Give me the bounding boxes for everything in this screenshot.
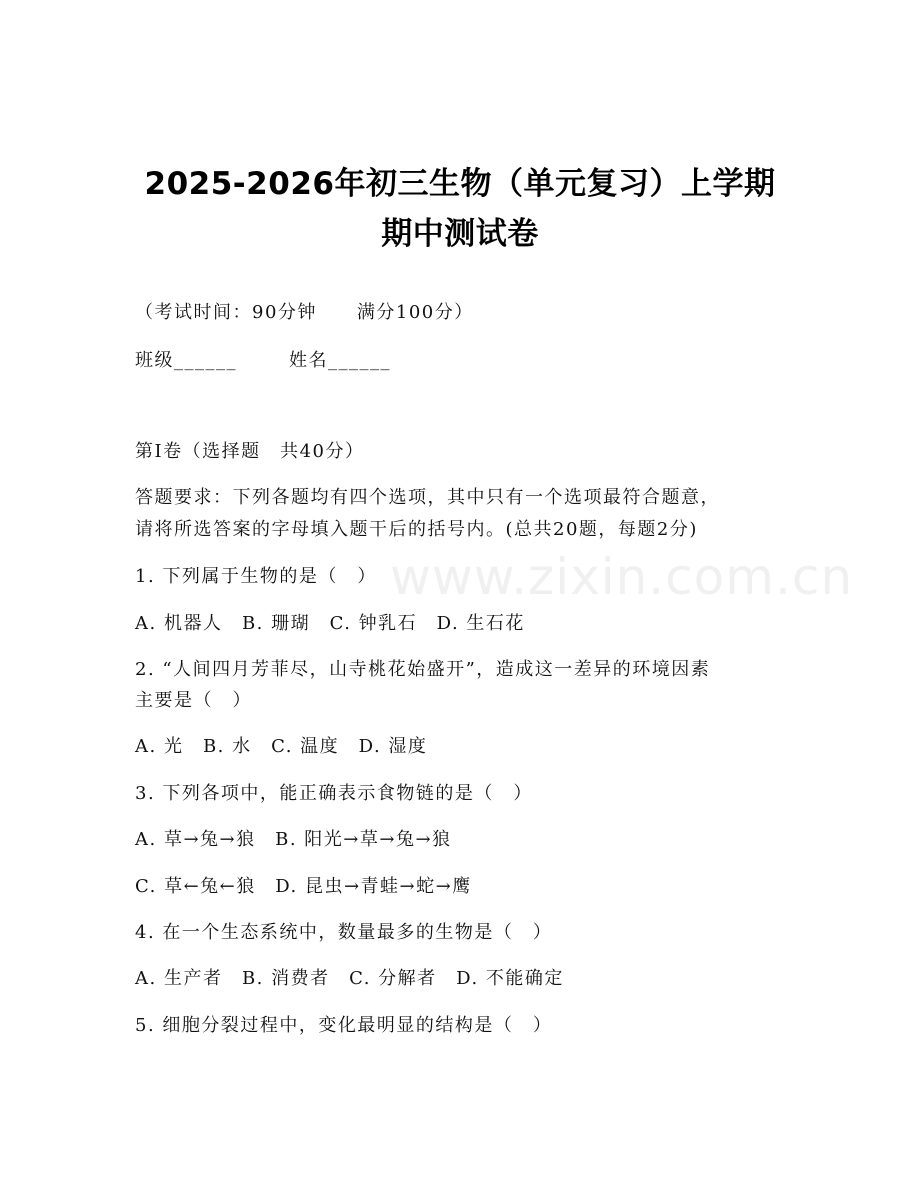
question-3-options-line1: A. 草→兔→狼 B. 阳光→草→兔→狼 bbox=[135, 829, 452, 850]
exam-full-score: 满分100分） bbox=[356, 302, 474, 323]
question-2-stem-line1: 2. “人间四月芳菲尽，山寺桃花始盛开”，造成这一差异的环境因素 bbox=[135, 659, 711, 680]
instructions-line1: 答题要求：下列各题均有四个选项，其中只有一个选项最符合题意， bbox=[135, 487, 720, 508]
question-4-stem: 4. 在一个生态系统中，数量最多的生物是（ ） bbox=[135, 922, 553, 943]
question-5-stem: 5. 细胞分裂过程中，变化最明显的结构是（ ） bbox=[135, 1015, 553, 1036]
question-1-stem: 1. 下列属于生物的是（ ） bbox=[135, 566, 377, 587]
question-1-options: A. 机器人 B. 珊瑚 C. 钟乳石 D. 生石花 bbox=[135, 613, 525, 634]
question-4-options: A. 生产者 B. 消费者 C. 分解者 D. 不能确定 bbox=[135, 968, 564, 989]
section-title: 第Ⅰ卷（选择题 共40分） bbox=[135, 441, 365, 462]
exam-info-line bbox=[135, 302, 474, 324]
exam-title-line2: 期中测试卷 bbox=[381, 216, 539, 252]
exam-title-line1: 2025-2026年初三生物（单元复习）上学期 bbox=[144, 166, 776, 202]
question-2-options: A. 光 B. 水 C. 温度 D. 湿度 bbox=[135, 736, 428, 757]
exam-time: （考试时间：90分钟 bbox=[135, 302, 317, 323]
question-3-options-line2: C. 草←兔←狼 D. 昆虫→青蛙→蛇→鹰 bbox=[135, 876, 472, 897]
student-fields-line bbox=[135, 350, 391, 372]
name-field-label: 姓名______ bbox=[289, 350, 391, 371]
class-field-label: 班级______ bbox=[135, 350, 237, 371]
watermark-text: www.zixin.com.cn bbox=[390, 548, 854, 606]
question-3-stem: 3. 下列各项中，能正确表示食物链的是（ ） bbox=[135, 783, 533, 804]
instructions-line2: 请将所选答案的字母填入题干后的括号内。(总共20题，每题2分) bbox=[135, 519, 698, 540]
question-2-stem-line2: 主要是（ ） bbox=[135, 690, 252, 711]
